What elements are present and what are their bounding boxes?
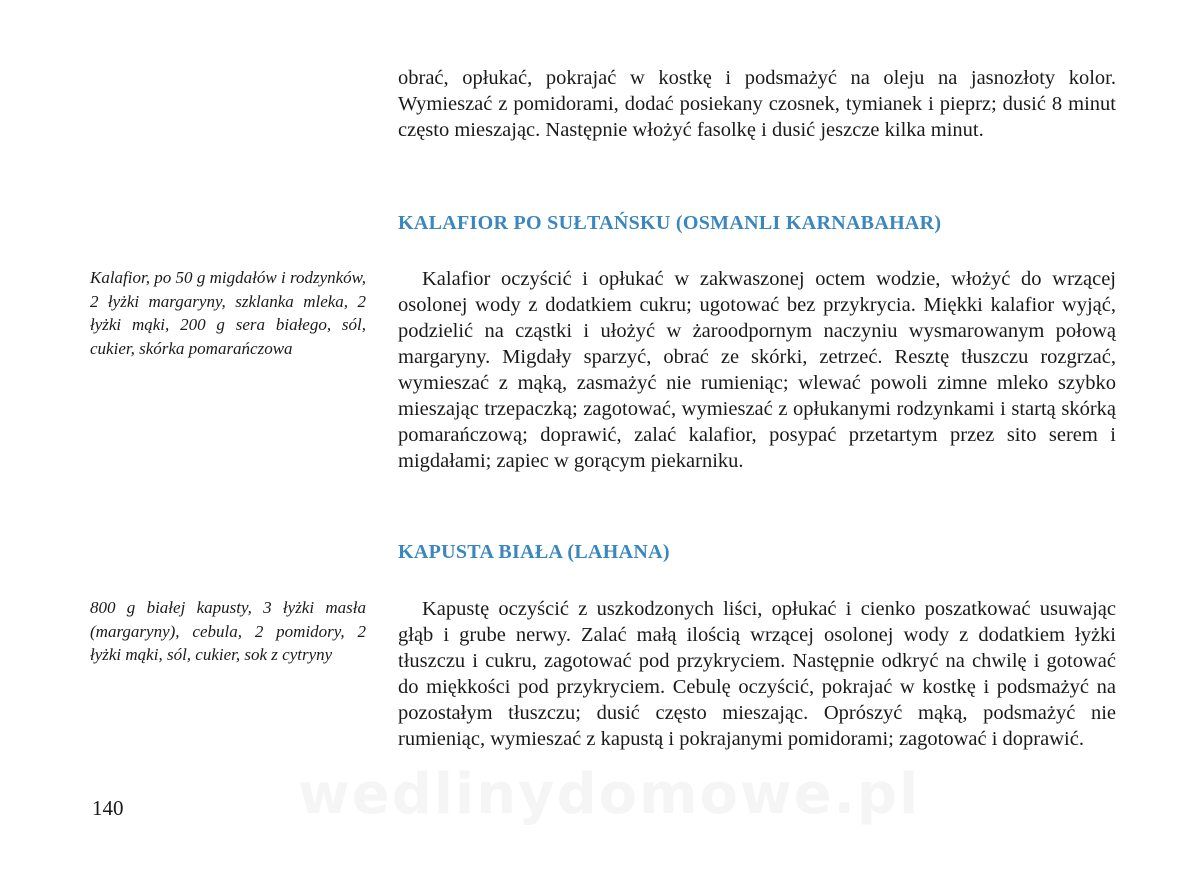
ingredients-kapusta: 800 g białej kapusty, 3 łyżki masła (margaryny), cebula, 2 pomidory, 2 łyżki mąki, sól, cukier, sok z cytryny <box>90 598 366 664</box>
recipe-title-kapusta: KAPUSTA BIAŁA (LAHANA) <box>398 541 670 563</box>
continuation-paragraph: obrać, opłukać, pokrajać w kostkę i podsmażyć na oleju na jasnozłoty kolor. Wymieszać z pomidorami, dodać posiekany czosnek, tymianek i pieprz; dusić 8 minut często mieszając. Następnie włożyć fasolkę i dusić jeszcze kilka minut. <box>398 67 1116 141</box>
recipe-title-kalafior: KALAFIOR PO SUŁTAŃSKU (OSMANLI KARNABAHAR) <box>398 212 942 234</box>
page-number: 140 <box>92 796 124 820</box>
instructions-kalafior: Kalafior oczyścić i opłukać w zakwaszonej octem wodzie, włożyć do wrzącej osolonej wody z dodatkiem cukru; ugotować bez przykrycia. Miękki kalafior wyjąć, podzielić na cząstki i ułożyć w żaroodpornym naczyniu wysmarowanym połową margaryny. Migdały sparzyć, obrać ze skórki, zetrzeć. Resztę tłuszczu rozgrzać, wymieszać z mąką, zasmażyć nie rumieniąc; wlewać powoli zimne mleko szybko mieszając trzepaczką; zagotować, wymieszać z opłukanymi rodzynkami i startą skórką pomarańczową; doprawić, zalać kalafior, posypać przetartym przez sito serem i migdałami; zapiec w gorącym piekarniku. <box>398 268 1116 472</box>
watermark: wedlinydomowe.pl <box>298 762 921 827</box>
instructions-kapusta: Kapustę oczyścić z uszkodzonych liści, opłukać i cienko poszatkować usuwając głąb i grube nerwy. Zalać małą ilością wrzącej osolonej wody z dodatkiem łyżki tłuszczu i cukru, zagotować pod przykryciem. Następnie odkryć na chwilę i gotować do miękkości pod przykryciem. Cebulę oczyścić, pokrajać w kostkę i podsmażyć na pozostałym tłuszczu; dusić często mieszając. Oprószyć mąką, podsmażyć nie rumieniąc, wymieszać z kapustą i pokrajanymi pomidorami; zagotować i doprawić. <box>398 598 1116 750</box>
ingredients-kalafior: Kalafior, po 50 g migdałów i rodzynków, 2 łyżki margaryny, szklanka mleka, 2 łyżki mąki, 200 g sera białego, sól, cukier, skórka pomarańczowa <box>90 268 366 358</box>
